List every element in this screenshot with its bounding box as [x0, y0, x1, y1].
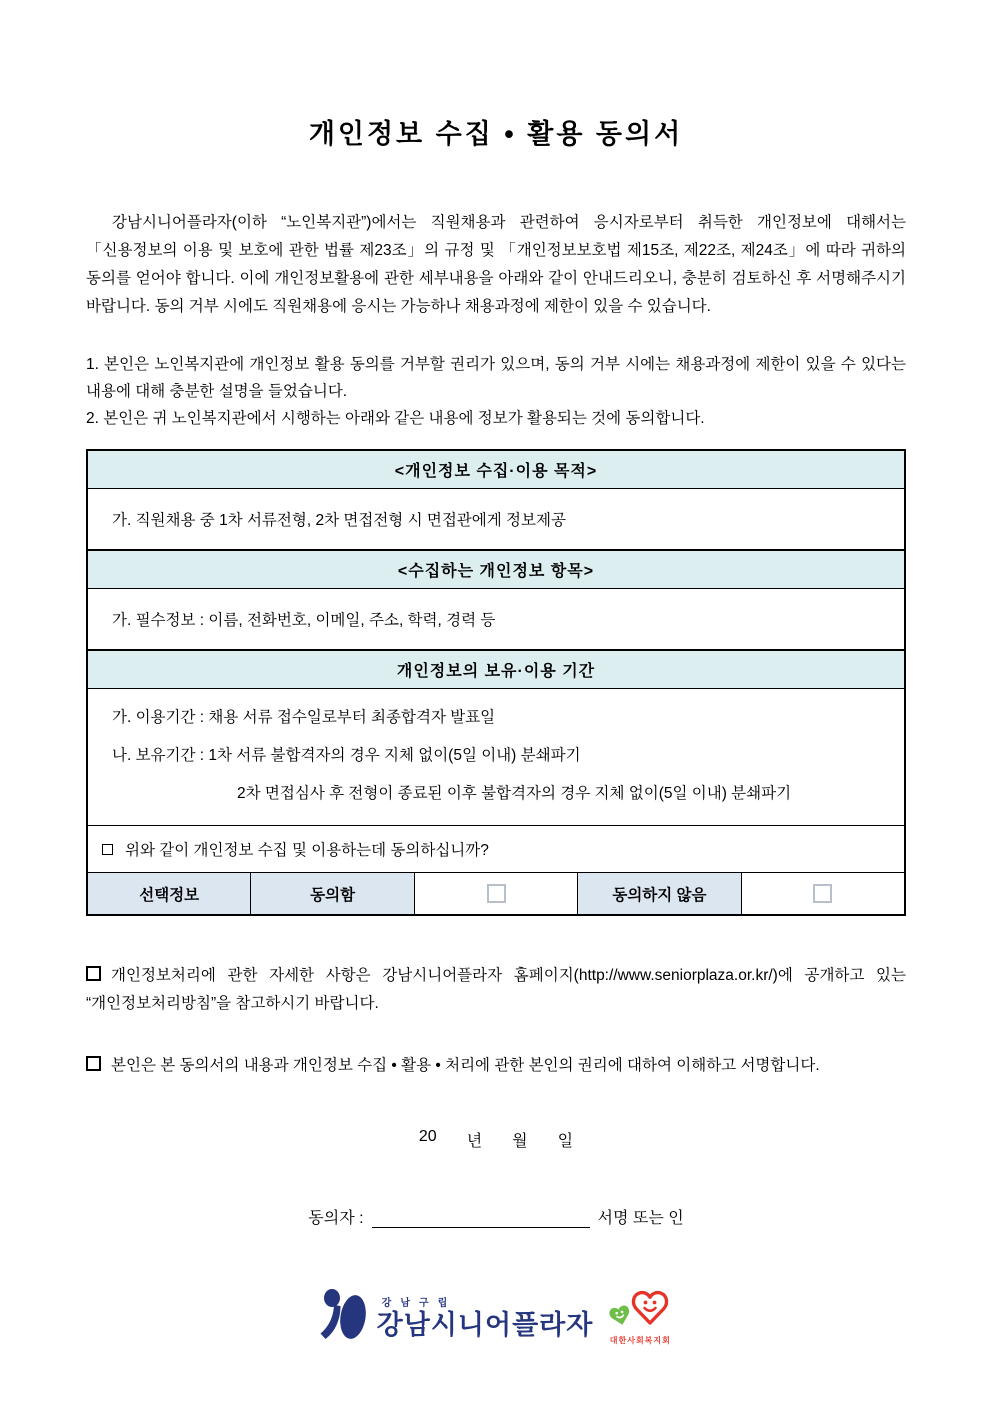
consent-question-row [88, 826, 904, 873]
gangnam-logo-mark-icon [318, 1286, 368, 1347]
checkbox-bullet-icon [86, 966, 101, 981]
intro-paragraph: 강남시니어플라자(이하 “노인복지관”)에서는 직원채용과 관련하여 응시자로부터 취득한 개인정보에 대해서는 「신용정보의 이용 및 보호에 관한 법률 제23조」의 규정 및 「개인정보보호법 제15조, 제22조, 제24조」에 따라 귀하의 동의를 얻어야 합니다. 이에 개인정보활용에 관한 세부내용을 아래와 같이 안내드리오니, 충분히 검토하신 후 서명해주시기 바랍니다. 동의 거부 시에도 직원채용에 응시는 가능하나 채용과정에 제한이 있을 수 있습니다. [86, 214, 906, 315]
logo-org-label: 대한사회복지회 [609, 1336, 671, 1345]
date-line [86, 1128, 906, 1151]
welfare-society-logo [606, 1287, 674, 1346]
page-title: 개인정보 수집 • 활용 동의서 [308, 119, 684, 149]
consent-form-page [86, 0, 906, 1347]
table-section-header-purpose: <개인정보 수집·이용 목적> [88, 451, 904, 489]
date-year-prefix: 20 [418, 1128, 437, 1145]
consent-question-text: 위와 같이 개인정보 수집 및 이용하는데 동의하십니까? [125, 842, 489, 859]
choice-agree-label: 동의함 [251, 873, 414, 914]
note-signature-statement [86, 1052, 906, 1080]
square-bullet-icon [102, 844, 113, 855]
signature-suffix: 서명 또는 인 [597, 1210, 684, 1227]
disagree-checkbox[interactable] [813, 884, 832, 903]
table-section-header-items: <수집하는 개인정보 항목> [88, 550, 904, 589]
table-row-items: 가. 필수정보 : 이름, 전화번호, 이메일, 주소, 학력, 경력 등 [88, 589, 904, 650]
statement-item-2: 2. 본인은 귀 노인복지관에서 시행하는 아래와 같은 내용에 정보가 활용되는 것에 동의합니다. [86, 410, 705, 427]
consent-choice-row [88, 873, 904, 914]
signer-label: 동의자 : [308, 1210, 364, 1227]
date-day-label: 일 [557, 1133, 574, 1150]
checkbox-bullet-icon [86, 1056, 101, 1071]
footer-logo [86, 1286, 906, 1347]
table-row-purpose: 가. 직원채용 중 1차 서류전형, 2차 면접전형 시 면접관에게 정보제공 [88, 489, 904, 550]
consent-table [86, 449, 906, 916]
choice-agree-cell [415, 873, 578, 914]
note-signature-statement-text: 본인은 본 동의서의 내용과 개인정보 수집 • 활용 • 처리에 관한 본인의 권리에 대하여 이해하고 서명합니다. [111, 1057, 820, 1074]
logo-name-label: 강남시니어플라자 [376, 1309, 594, 1340]
table-section-header-retention: 개인정보의 보유·이용 기간 [88, 650, 904, 689]
agree-checkbox[interactable] [487, 884, 506, 903]
date-month-label: 월 [512, 1133, 528, 1150]
choice-disagree-cell [742, 873, 904, 914]
date-year-label: 년 [466, 1133, 483, 1150]
choice-category-cell: 선택정보 [88, 873, 251, 914]
hearts-logo-icon [606, 1287, 674, 1334]
statement-item-1: 1. 본인은 노인복지관에 개인정보 활용 동의를 거부할 권리가 있으며, 동의 거부 시에는 채용과정에 제한이 있을 수 있다는 내용에 대해 충분한 설명을 들었습니다. [86, 356, 906, 400]
signature-line [86, 1205, 906, 1228]
table-row-retention [88, 689, 904, 826]
note-privacy-policy [86, 962, 906, 1018]
gangnam-logo-text [377, 1294, 594, 1339]
choice-disagree-label: 동의하지 않음 [578, 873, 741, 914]
retention-line-use-period: 가. 이용기간 : 채용 서류 접수일로부터 최종합격자 발표일 [112, 709, 496, 726]
signature-field[interactable] [372, 1207, 590, 1228]
retention-line-keep-period: 나. 보유기간 : 1차 서류 불합격자의 경우 지체 없이(5일 이내) 분쇄파기 [112, 747, 581, 764]
logo-district-label: 강남구립 [381, 1297, 457, 1309]
note-privacy-policy-text: 개인정보처리에 관한 자세한 사항은 강남시니어플라자 홈페이지(http://www.seniorplaza.or.kr/)에 공개하고 있는 “개인정보처리방침”을 참고하시기 바랍니다. [86, 967, 906, 1012]
retention-line-keep-period-cont: 2차 면접심사 후 전형이 종료된 이후 불합격자의 경우 지체 없이(5일 이내) 분쇄파기 [237, 785, 792, 802]
